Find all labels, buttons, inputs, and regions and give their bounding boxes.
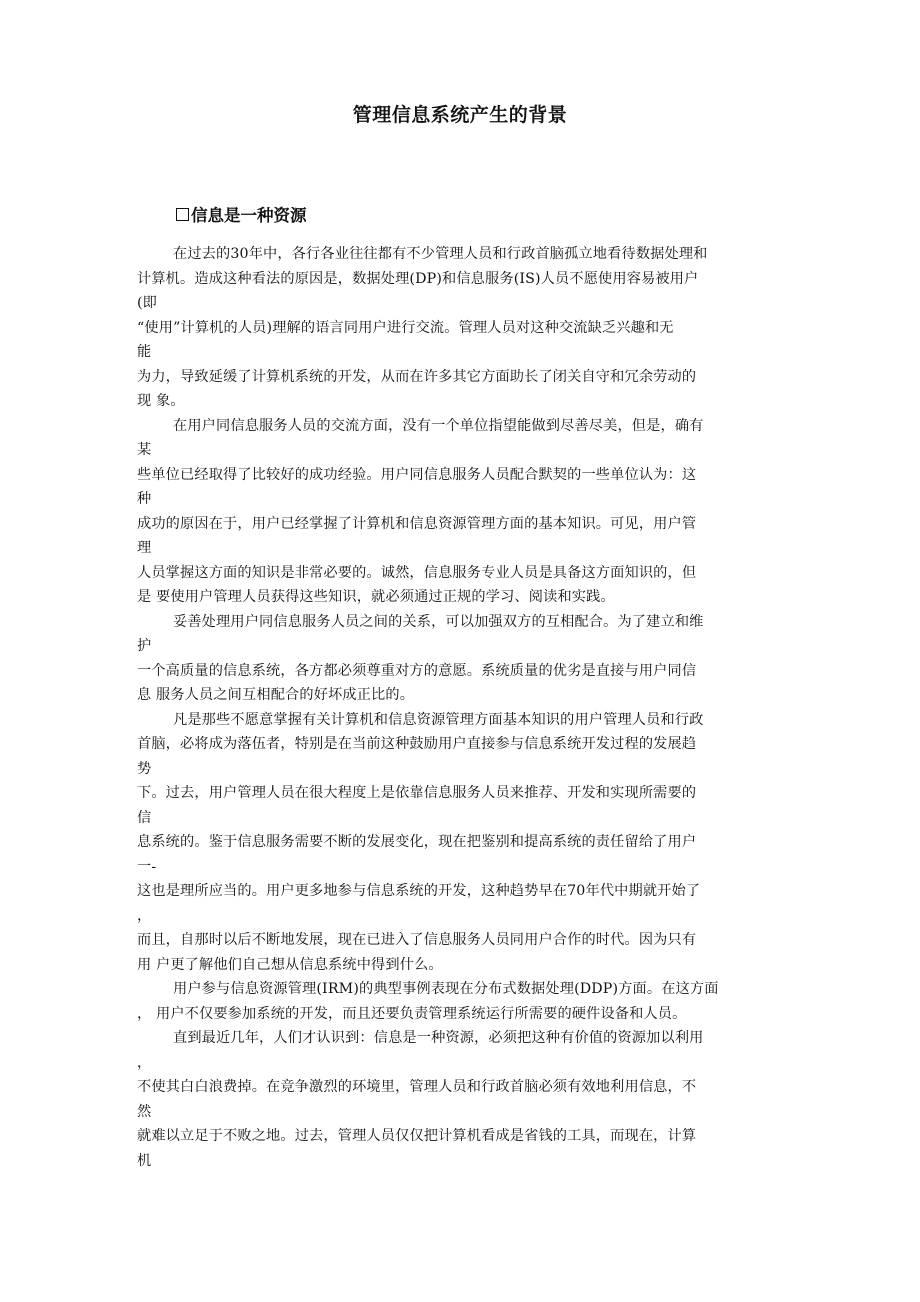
section-heading-text: 信息是一种资源 [191,206,307,225]
text-line: 护 [137,638,152,654]
text-line: 然 [137,1103,152,1120]
text-line: 计算机。造成这种看法的原因是，数据处理(DP)和信息服务(IS)人员不愿使用容易被用户 [137,270,699,287]
text-line: 妥善处理用户同信息服务人员之间的关系，可以加强双方的互相配合。为了建立和维 [173,613,704,630]
text-line: 理 [137,540,152,556]
page-title: 管理信息系统产生的背景 [352,104,568,126]
section-heading [176,202,307,226]
text-line: 不使其白白浪费掉。在竞争激烈的环境里，管理人员和行政首脑必须有效地利用信息，不 [137,1079,697,1095]
text-line: 机 [137,1152,152,1169]
text-line: 一- [137,858,157,875]
text-line: 息 服务人员之间互相配合的好坏成正比的。 [137,687,415,703]
text-line: 是 要使用户管理人员获得这些知识，就必须通过正规的学习、阅读和实践。 [137,589,615,605]
text-line: 在过去的30年中，各行各业往往都有不少管理人员和行政首脑孤立地看待数据处理和 [173,246,708,262]
text-line: 这也是理所应当的。用户更多地参与信息系统的开发，这种趋势早在70年代中期就开始了 [137,883,701,899]
text-line: 能 [137,344,152,360]
text-line: 为力，导致延缓了计算机系统的开发，从而在许多其它方面助长了闭关自守和冗余劳动的 [137,368,697,385]
text-line: 一个高质量的信息系统，各方都必须尊重对方的意愿。系统质量的优劣是直接与用户同信 [137,662,697,679]
text-line: 成功的原因在于，用户已经掌握了计算机和信息资源管理方面的基本知识。可见，用户管 [137,515,697,532]
text-line: 种 [137,491,152,507]
body-text [137,242,787,1173]
text-line: ， [137,907,152,924]
text-line: 直到最近几年，人们才认识到：信息是一种资源，必须把这种有价值的资源加以利用 [173,1030,704,1046]
text-line: 某 [137,442,152,458]
text-line: “使用”计算机的人员)理解的语言同用户进行交流。管理人员对这种交流缺乏兴趣和无 [137,319,674,336]
text-line: 凡是那些不愿意掌握有关计算机和信息资源管理方面基本知识的用户管理人员和行政 [173,711,704,728]
text-line: 而且，自那时以后不断地发展，现在已进入了信息服务人员同用户合作的时代。因为只有 [137,932,697,948]
text-line: 信 [137,809,152,826]
text-line: ， [137,1054,152,1071]
text-line: 现 象。 [137,393,185,409]
text-line: 下。过去，用户管理人员在很大程度上是依靠信息服务人员来推荐、开发和实现所需要的 [137,785,697,801]
text-line: 首脑，必将成为落伍者，特别是在当前这种鼓励用户直接参与信息系统开发过程的发展趋 [137,736,697,752]
text-line: ， 用户不仅要参加系统的开发，而且还要负责管理系统运行所需要的硬件设备和人员。 [137,1005,687,1022]
checkbox-icon [176,208,189,221]
text-line: (即 [137,295,158,311]
text-line: 息系统的。鉴于信息服务需要不断的发展变化，现在把鉴别和提高系统的责任留给了用户 [137,834,697,850]
text-line: 在用户同信息服务人员的交流方面，没有一个单位指望能做到尽善尽美，但是，确有 [173,417,704,434]
text-line: 人员掌握这方面的知识是非常必要的。诚然，信息服务专业人员是具备这方面知识的，但 [137,564,697,581]
text-line: 些单位已经取得了比较好的成功经验。用户同信息服务人员配合默契的一些单位认为：这 [137,466,697,483]
text-line: 势 [137,760,152,777]
text-line: 用户参与信息资源管理(IRM)的典型事例表现在分布式数据处理(DDP)方面。在这方面 [173,981,719,997]
text-line: 就难以立足于不败之地。过去，管理人员仅仅把计算机看成是省钱的工具，而现在，计算 [137,1128,697,1144]
text-line: 用 户更了解他们自己想从信息系统中得到什么。 [137,956,443,973]
